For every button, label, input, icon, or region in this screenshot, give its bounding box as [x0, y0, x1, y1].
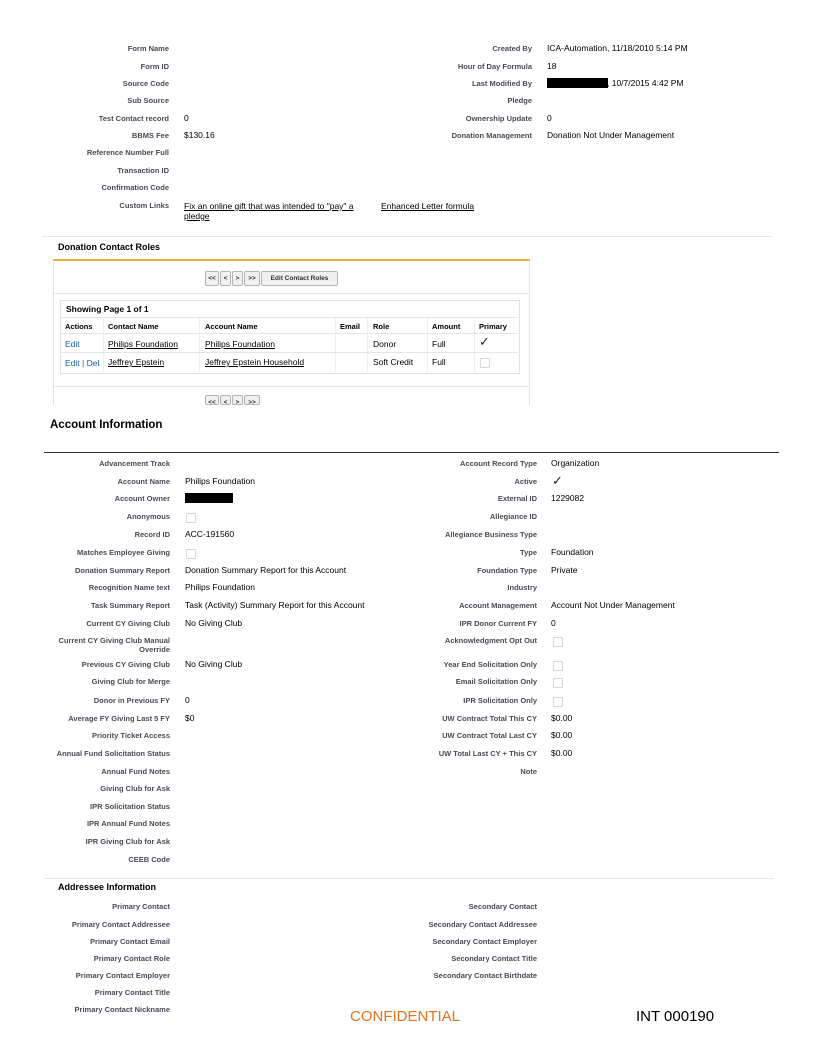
- column-header-primary: Primary: [479, 322, 507, 331]
- bates-number: INT 000190: [636, 1008, 715, 1025]
- test-contact-value: 0: [184, 113, 189, 123]
- edit-del-links[interactable]: Edit | Del: [65, 358, 100, 368]
- section-title: Donation Contact Roles: [58, 242, 161, 252]
- field-label: Created By: [492, 44, 532, 53]
- checkbox: [186, 549, 196, 559]
- field-value: 1229082: [551, 493, 585, 503]
- field-label: Foundation Type: [477, 566, 537, 575]
- field-label: Primary Contact Title: [94, 988, 170, 997]
- checkbox: [553, 697, 563, 707]
- checkbox: [553, 637, 563, 647]
- active-checkmark-icon: ✓: [552, 473, 563, 488]
- field-value: 0: [185, 695, 190, 705]
- field-label: Priority Ticket Access: [92, 731, 170, 740]
- field-label: Reference Number Full: [86, 148, 169, 157]
- custom-link-fix-gift[interactable]: Fix an online gift that was intended to "pay" a: [184, 201, 354, 211]
- field-value: Organization: [551, 458, 600, 468]
- redaction-box: [547, 78, 608, 88]
- redaction-box: [185, 493, 233, 503]
- field-label: Average FY Giving Last 5 FY: [68, 714, 170, 723]
- bbms-fee-value: $130.16: [184, 130, 215, 140]
- edit-link[interactable]: Edit: [65, 339, 80, 349]
- field-label: Donation Management: [451, 131, 532, 140]
- section-rule: [44, 452, 779, 453]
- field-value: $0: [185, 713, 195, 723]
- divider: [61, 333, 518, 334]
- account-name-link[interactable]: Jeffrey Epstein Household: [205, 357, 305, 367]
- column-divider: [335, 318, 336, 372]
- contact-name-link[interactable]: Philips Foundation: [108, 339, 178, 349]
- hour-formula-value: 18: [547, 61, 557, 71]
- column-header-role: Role: [373, 322, 390, 331]
- field-label: Active: [514, 477, 537, 486]
- field-value: $0.00: [551, 713, 573, 723]
- field-label: Primary Contact Nickname: [74, 1005, 170, 1014]
- field-value: Account Not Under Management: [551, 600, 675, 610]
- field-label: Annual Fund Solicitation Status: [56, 749, 170, 758]
- field-label: Type: [520, 548, 537, 557]
- column-divider: [427, 318, 428, 372]
- field-value: No Giving Club: [185, 618, 243, 628]
- field-label: Account Record Type: [460, 459, 537, 468]
- divider: [42, 236, 772, 237]
- field-label: BBMS Fee: [131, 131, 169, 140]
- first-page-button[interactable]: <<: [205, 395, 219, 405]
- last-page-button[interactable]: >>: [244, 395, 260, 405]
- field-label: Note: [520, 767, 537, 776]
- field-label: Allegiance ID: [489, 512, 537, 521]
- field-label: UW Contract Total This CY: [442, 714, 537, 723]
- column-header-actions: Actions: [65, 322, 93, 331]
- field-label: Secondary Contact Title: [451, 954, 537, 963]
- column-divider: [199, 318, 200, 372]
- checkbox: [553, 661, 563, 671]
- field-label: Current CY Giving Club: [86, 619, 170, 628]
- prev-page-button[interactable]: <: [220, 271, 231, 286]
- column-header-amount: Amount: [432, 322, 461, 331]
- field-label: Override: [139, 645, 170, 654]
- field-label: Giving Club for Merge: [91, 677, 170, 686]
- last-modified-value: , 10/7/2015 4:42 PM: [607, 78, 684, 88]
- field-label: UW Total Last CY + This CY: [438, 749, 537, 758]
- field-label: Email Solicitation Only: [455, 677, 537, 686]
- field-label: Form Name: [127, 44, 169, 53]
- field-label: Secondary Contact Employer: [432, 937, 537, 946]
- field-label: Account Management: [459, 601, 537, 610]
- next-page-button[interactable]: >: [232, 395, 243, 405]
- last-page-button[interactable]: >>: [244, 271, 260, 286]
- field-value: $0.00: [551, 748, 573, 758]
- field-label: Ownership Update: [465, 114, 532, 123]
- role-cell: Soft Credit: [373, 357, 414, 367]
- divider: [61, 317, 518, 318]
- field-label: Allegiance Business Type: [445, 530, 537, 539]
- field-label: Source Code: [122, 79, 169, 88]
- field-value: Private: [551, 565, 578, 575]
- field-label: Test Contact record: [98, 114, 169, 123]
- custom-link-fix-gift-line2[interactable]: pledge: [184, 211, 210, 221]
- field-label: Acknowledgment Opt Out: [444, 636, 537, 645]
- field-label: Custom Links: [119, 201, 169, 210]
- field-label: Recognition Name text: [88, 583, 170, 592]
- column-divider: [474, 318, 475, 372]
- field-label: IPR Solicitation Only: [463, 696, 537, 705]
- pagination-status: Showing Page 1 of 1: [66, 304, 149, 314]
- column-header-email: Email: [340, 322, 361, 331]
- confidential-stamp: CONFIDENTIAL: [350, 1008, 461, 1025]
- donation-management-value: Donation Not Under Management: [547, 130, 675, 140]
- field-label: Year End Solicitation Only: [443, 660, 537, 669]
- divider: [54, 386, 528, 387]
- field-label: IPR Annual Fund Notes: [86, 819, 170, 828]
- field-label: Donor in Previous FY: [93, 696, 170, 705]
- column-divider: [367, 318, 368, 372]
- account-name-link[interactable]: Philips Foundation: [205, 339, 275, 349]
- field-value: Foundation: [551, 547, 594, 557]
- field-label: Form ID: [140, 62, 169, 71]
- field-label: Primary Contact Email: [89, 937, 170, 946]
- field-label: Task Summary Report: [90, 601, 170, 610]
- created-by-value: ICA-Automation, 11/18/2010 5:14 PM: [547, 43, 688, 53]
- amount-cell: Full: [432, 357, 446, 367]
- field-label: Industry: [507, 583, 537, 592]
- field-label: Sub Source: [127, 96, 169, 105]
- field-label: Primary Contact Addressee: [71, 920, 170, 929]
- field-label: Account Owner: [114, 494, 170, 503]
- field-label: Previous CY Giving Club: [81, 660, 170, 669]
- field-label: CEEB Code: [128, 855, 170, 864]
- field-label: Giving Club for Ask: [100, 784, 170, 793]
- section-title: Account Information: [50, 419, 163, 431]
- field-label: Secondary Contact Addressee: [428, 920, 537, 929]
- ownership-update-value: 0: [547, 113, 552, 123]
- field-label: Primary Contact: [112, 902, 170, 911]
- field-label: Primary Contact Role: [93, 954, 170, 963]
- field-label: Transaction ID: [117, 166, 169, 175]
- field-label: Pledge: [507, 96, 532, 105]
- field-label: IPR Solicitation Status: [89, 802, 170, 811]
- field-label: Donation Summary Report: [74, 566, 170, 575]
- field-label: Record ID: [134, 530, 170, 539]
- column-header-contact: Contact Name: [108, 322, 159, 331]
- field-label: Primary Contact Employer: [75, 971, 170, 980]
- field-label: Anonymous: [126, 512, 170, 521]
- field-label: Secondary Contact: [468, 902, 537, 911]
- checkbox: [553, 678, 563, 688]
- field-label: Current CY Giving Club Manual: [58, 636, 170, 645]
- next-page-button[interactable]: >: [232, 271, 243, 286]
- field-value: $0.00: [551, 730, 573, 740]
- amount-cell: Full: [432, 339, 446, 349]
- primary-checkbox: [480, 358, 490, 368]
- divider: [44, 878, 774, 879]
- field-value: Philips Foundation: [185, 476, 255, 486]
- field-value: 0: [551, 618, 556, 628]
- edit-contact-roles-button[interactable]: Edit Contact Roles: [261, 271, 338, 286]
- field-label: Confirmation Code: [101, 183, 169, 192]
- divider: [61, 352, 518, 353]
- field-label: Annual Fund Notes: [101, 767, 170, 776]
- field-label: Secondary Contact Birthdate: [433, 971, 537, 980]
- field-value: ACC-191560: [185, 529, 235, 539]
- field-label: Advancement Track: [99, 459, 170, 468]
- field-label: External ID: [497, 494, 537, 503]
- field-label: Matches Employee Giving: [77, 548, 170, 557]
- field-value: Donation Summary Report for this Account: [185, 565, 347, 575]
- field-label: UW Contract Total Last CY: [442, 731, 537, 740]
- field-value: Philips Foundation: [185, 582, 255, 592]
- first-page-button[interactable]: <<: [205, 271, 219, 286]
- field-label: Account Name: [117, 477, 170, 486]
- primary-checkmark-icon: ✓: [479, 334, 490, 349]
- field-label: Hour of Day Formula: [457, 62, 532, 71]
- column-header-account: Account Name: [205, 322, 258, 331]
- field-label: IPR Donor Current FY: [459, 619, 537, 628]
- divider: [54, 293, 528, 294]
- role-cell: Donor: [373, 339, 397, 349]
- section-title: Addressee Information: [58, 882, 157, 892]
- field-value: No Giving Club: [185, 659, 243, 669]
- custom-link-letter[interactable]: Enhanced Letter formula: [381, 201, 475, 211]
- field-value: Task (Activity) Summary Report for this Account: [185, 600, 365, 610]
- prev-page-button[interactable]: <: [220, 395, 231, 405]
- checkbox: [186, 513, 196, 523]
- field-label: Last Modified By: [471, 79, 532, 88]
- contact-name-link[interactable]: Jeffrey Epstein: [108, 357, 165, 367]
- field-label: IPR Giving Club for Ask: [85, 837, 170, 846]
- column-divider: [103, 318, 104, 372]
